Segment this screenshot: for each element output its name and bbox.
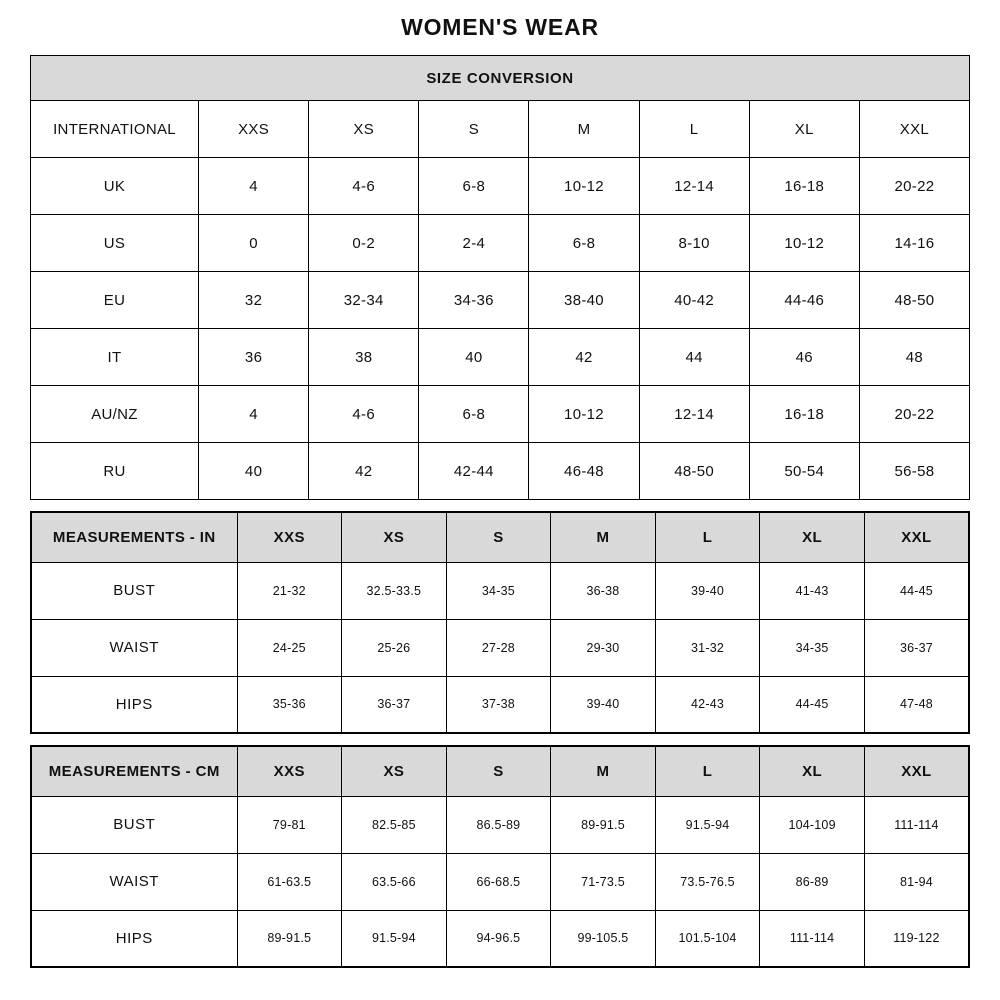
measure-cell: 94-96.5 bbox=[446, 910, 551, 967]
row-label: AU/NZ bbox=[31, 386, 199, 443]
size-cell: 6-8 bbox=[419, 158, 529, 215]
measure-cell: 101.5-104 bbox=[655, 910, 760, 967]
size-cell: 4-6 bbox=[309, 386, 419, 443]
measure-cell: 91.5-94 bbox=[655, 796, 760, 853]
table-row bbox=[31, 443, 970, 500]
size-cell: 4-6 bbox=[309, 158, 419, 215]
measure-cell: 79-81 bbox=[237, 796, 342, 853]
measure-cell: 31-32 bbox=[655, 619, 760, 676]
measure-cell: 73.5-76.5 bbox=[655, 853, 760, 910]
size-cell: S bbox=[419, 101, 529, 158]
measure-cell: 36-37 bbox=[342, 676, 447, 733]
measure-cell: 91.5-94 bbox=[342, 910, 447, 967]
row-label: HIPS bbox=[31, 910, 237, 967]
measure-cell: 44-45 bbox=[864, 562, 969, 619]
table-header-row bbox=[31, 512, 969, 562]
measure-cell: 111-114 bbox=[864, 796, 969, 853]
measure-cell: 99-105.5 bbox=[551, 910, 656, 967]
size-cell: 0 bbox=[199, 215, 309, 272]
size-cell: 46 bbox=[749, 329, 859, 386]
measure-cell: 36-38 bbox=[551, 562, 656, 619]
table-row bbox=[31, 329, 970, 386]
size-cell: 4 bbox=[199, 158, 309, 215]
row-label: BUST bbox=[31, 796, 237, 853]
size-header: XL bbox=[760, 746, 865, 796]
size-cell: 56-58 bbox=[859, 443, 969, 500]
table-row bbox=[31, 158, 970, 215]
size-cell: 32 bbox=[199, 272, 309, 329]
measure-cell: 63.5-66 bbox=[342, 853, 447, 910]
measure-cell: 34-35 bbox=[446, 562, 551, 619]
size-cell: XXL bbox=[859, 101, 969, 158]
measurements-cm-table bbox=[30, 745, 970, 968]
table-row bbox=[31, 676, 969, 733]
size-header: XXL bbox=[864, 746, 969, 796]
size-cell: 6-8 bbox=[529, 215, 639, 272]
size-cell: 48-50 bbox=[859, 272, 969, 329]
measure-cell: 41-43 bbox=[760, 562, 865, 619]
measure-cell: 44-45 bbox=[760, 676, 865, 733]
row-label: HIPS bbox=[31, 676, 237, 733]
measure-cell: 32.5-33.5 bbox=[342, 562, 447, 619]
size-header: XL bbox=[760, 512, 865, 562]
table-row bbox=[31, 562, 969, 619]
measure-cell: 34-35 bbox=[760, 619, 865, 676]
size-cell: 16-18 bbox=[749, 158, 859, 215]
size-cell: 46-48 bbox=[529, 443, 639, 500]
size-cell: 40 bbox=[199, 443, 309, 500]
size-cell: 8-10 bbox=[639, 215, 749, 272]
measure-cell: 29-30 bbox=[551, 619, 656, 676]
measure-cell: 71-73.5 bbox=[551, 853, 656, 910]
size-cell: 10-12 bbox=[529, 158, 639, 215]
size-cell: 40 bbox=[419, 329, 529, 386]
size-cell: 40-42 bbox=[639, 272, 749, 329]
table-header-row bbox=[31, 746, 969, 796]
size-cell: 42 bbox=[309, 443, 419, 500]
size-cell: L bbox=[639, 101, 749, 158]
size-cell: 20-22 bbox=[859, 158, 969, 215]
size-cell: 4 bbox=[199, 386, 309, 443]
size-header: M bbox=[551, 746, 656, 796]
size-cell: 44 bbox=[639, 329, 749, 386]
size-header: M bbox=[551, 512, 656, 562]
size-header: S bbox=[446, 746, 551, 796]
measure-cell: 86-89 bbox=[760, 853, 865, 910]
row-label: EU bbox=[31, 272, 199, 329]
row-label: UK bbox=[31, 158, 199, 215]
table-row bbox=[31, 619, 969, 676]
measure-cell: 119-122 bbox=[864, 910, 969, 967]
measure-cell: 66-68.5 bbox=[446, 853, 551, 910]
size-cell: 50-54 bbox=[749, 443, 859, 500]
size-cell: 10-12 bbox=[749, 215, 859, 272]
size-cell: XS bbox=[309, 101, 419, 158]
measure-cell: 36-37 bbox=[864, 619, 969, 676]
measure-cell: 39-40 bbox=[655, 562, 760, 619]
measure-cell: 25-26 bbox=[342, 619, 447, 676]
size-header: XXL bbox=[864, 512, 969, 562]
size-cell: 48 bbox=[859, 329, 969, 386]
table-row bbox=[31, 386, 970, 443]
measure-cell: 61-63.5 bbox=[237, 853, 342, 910]
size-cell: M bbox=[529, 101, 639, 158]
size-conversion-table bbox=[30, 55, 970, 500]
size-cell: 36 bbox=[199, 329, 309, 386]
row-label: IT bbox=[31, 329, 199, 386]
size-cell: 38 bbox=[309, 329, 419, 386]
size-cell: 38-40 bbox=[529, 272, 639, 329]
table-row bbox=[31, 910, 969, 967]
measure-cell: 82.5-85 bbox=[342, 796, 447, 853]
size-header: XS bbox=[342, 512, 447, 562]
measure-cell: 89-91.5 bbox=[237, 910, 342, 967]
table-header-row bbox=[31, 56, 970, 101]
size-cell: XL bbox=[749, 101, 859, 158]
size-cell: 20-22 bbox=[859, 386, 969, 443]
row-label: BUST bbox=[31, 562, 237, 619]
measure-cell: 21-32 bbox=[237, 562, 342, 619]
size-header: L bbox=[655, 512, 760, 562]
measure-cell: 42-43 bbox=[655, 676, 760, 733]
table-row bbox=[31, 272, 970, 329]
measure-cell: 37-38 bbox=[446, 676, 551, 733]
table-row bbox=[31, 215, 970, 272]
size-cell: 12-14 bbox=[639, 158, 749, 215]
measure-cell: 89-91.5 bbox=[551, 796, 656, 853]
size-header: XS bbox=[342, 746, 447, 796]
measurements-in-title: MEASUREMENTS - IN bbox=[31, 512, 237, 562]
size-cell: 2-4 bbox=[419, 215, 529, 272]
size-cell: 48-50 bbox=[639, 443, 749, 500]
row-label: INTERNATIONAL bbox=[31, 101, 199, 158]
measurements-in-table bbox=[30, 511, 970, 734]
size-cell: 0-2 bbox=[309, 215, 419, 272]
row-label: WAIST bbox=[31, 619, 237, 676]
size-conversion-title: SIZE CONVERSION bbox=[31, 56, 970, 101]
size-cell: XXS bbox=[199, 101, 309, 158]
measure-cell: 35-36 bbox=[237, 676, 342, 733]
row-label: WAIST bbox=[31, 853, 237, 910]
size-cell: 14-16 bbox=[859, 215, 969, 272]
size-header: XXS bbox=[237, 512, 342, 562]
size-header: S bbox=[446, 512, 551, 562]
size-cell: 6-8 bbox=[419, 386, 529, 443]
measure-cell: 39-40 bbox=[551, 676, 656, 733]
measure-cell: 47-48 bbox=[864, 676, 969, 733]
size-cell: 12-14 bbox=[639, 386, 749, 443]
page-title: WOMEN'S WEAR bbox=[401, 14, 599, 40]
size-cell: 16-18 bbox=[749, 386, 859, 443]
size-cell: 44-46 bbox=[749, 272, 859, 329]
table-row bbox=[31, 101, 970, 158]
measurements-cm-title: MEASUREMENTS - CM bbox=[31, 746, 237, 796]
measure-cell: 81-94 bbox=[864, 853, 969, 910]
size-cell: 42-44 bbox=[419, 443, 529, 500]
measure-cell: 111-114 bbox=[760, 910, 865, 967]
row-label: US bbox=[31, 215, 199, 272]
size-cell: 34-36 bbox=[419, 272, 529, 329]
measure-cell: 24-25 bbox=[237, 619, 342, 676]
row-label: RU bbox=[31, 443, 199, 500]
measure-cell: 104-109 bbox=[760, 796, 865, 853]
table-row bbox=[31, 853, 969, 910]
table-row bbox=[31, 796, 969, 853]
size-header: XXS bbox=[237, 746, 342, 796]
measure-cell: 27-28 bbox=[446, 619, 551, 676]
size-cell: 42 bbox=[529, 329, 639, 386]
size-cell: 10-12 bbox=[529, 386, 639, 443]
measure-cell: 86.5-89 bbox=[446, 796, 551, 853]
size-header: L bbox=[655, 746, 760, 796]
size-cell: 32-34 bbox=[309, 272, 419, 329]
